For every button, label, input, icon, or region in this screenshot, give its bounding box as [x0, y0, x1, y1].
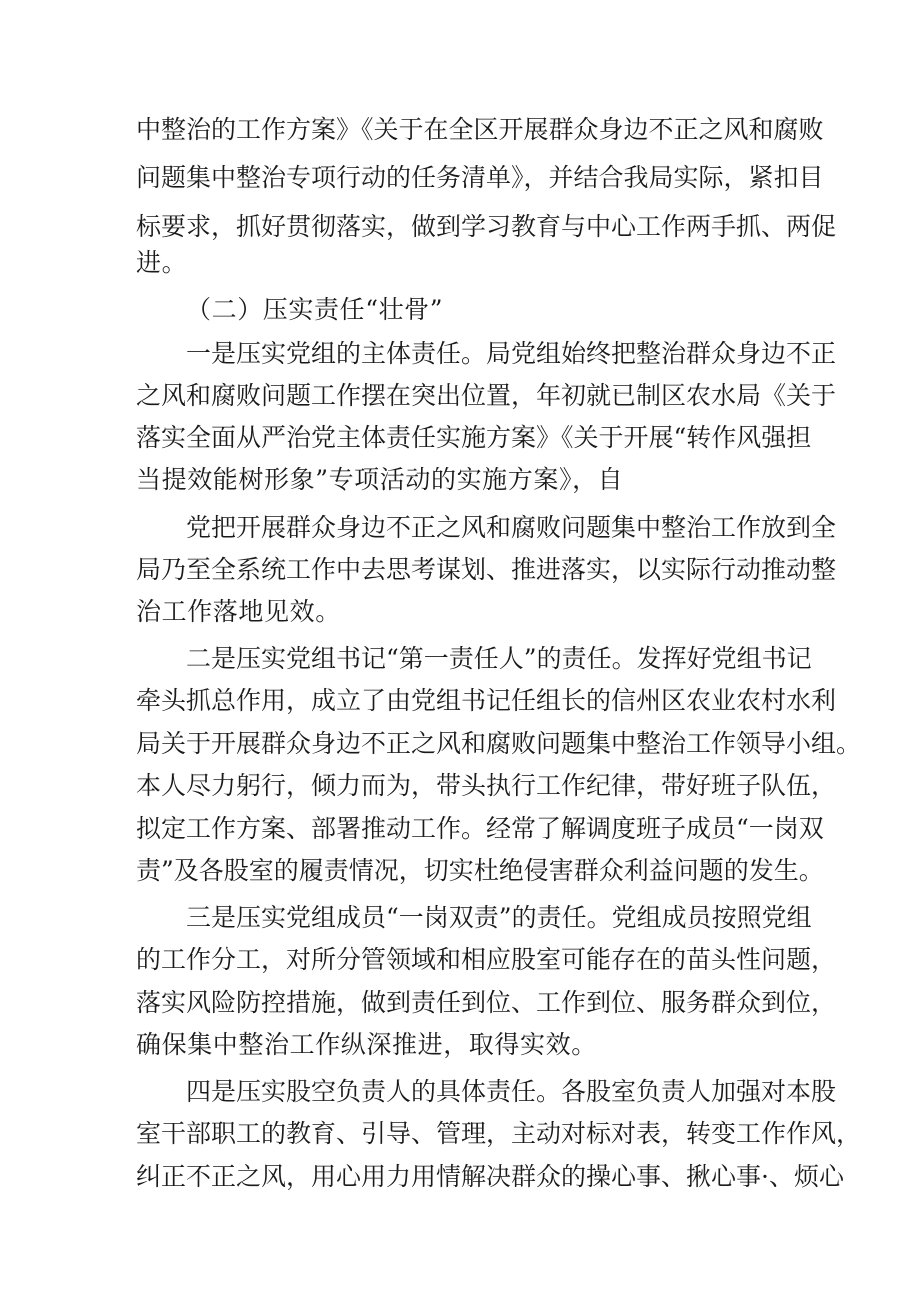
text-line: 中整治的工作方案》《关于在全区开展群众身边不正之风和腐败	[136, 115, 824, 144]
text-line: 牵头抓总作用，成立了由党组书记任组长的信州区农业农村水利	[136, 686, 837, 715]
text-line: 标要求，抓好贯彻落实，做到学习教育与中心工作两手抓、两促	[136, 212, 837, 241]
text-line: 的工作分工，对所分管领域和相应股室可能存在的苗头性问题，	[136, 945, 837, 974]
section-heading: （二）压实责任“壮骨”	[186, 295, 444, 324]
paragraph-first-line: 一是压实党组的主体责任。局党组始终把整治群众身边不正	[186, 339, 837, 368]
text-line: 责”及各股室的履责情况，切实杜绝侵害群众利益问题的发生。	[136, 856, 824, 885]
text-line: 局乃至全系统工作中去思考谋划、推进落实，以实际行动推动整	[136, 555, 837, 584]
paragraph-first-line: 四是压实股空负责人的具体责任。各股室负责人加强对本股	[186, 1077, 837, 1106]
text-line: 纠正不正之风，用心用力用情解决群众的操心事、揪心事·、烦心	[136, 1162, 844, 1191]
text-line: 治工作落地见效。	[136, 597, 341, 626]
paragraph-first-line: 二是压实党组书记“第一责任人”的责任。发挥好党组书记	[186, 644, 812, 673]
text-line: 落实全面从严治党主体责任实施方案》《关于开展“转作风强担	[136, 423, 812, 452]
text-line: 拟定工作方案、部署推动工作。经常了解调度班子成员“一岗双	[136, 814, 824, 843]
text-line: 当提效能树形象”专项活动的实施方案》，自	[136, 465, 624, 494]
text-line: 之风和腐败问题工作摆在突出位置，年初就已制区农水局《关于	[136, 381, 837, 410]
paragraph-first-line: 党把开展群众身边不正之风和腐败问题集中整治工作放到全	[186, 513, 837, 542]
text-line: 落实风险防控措施，做到责任到位、工作到位、服务群众到位，	[136, 988, 837, 1017]
text-line: 室干部职工的教育、引导、管理，主动对标对表，转变工作作风，	[136, 1119, 862, 1148]
text-line: 本人尽力躬行，倾力而为，带头执行工作纪律，带好班子队伍，	[136, 771, 837, 800]
text-line: 进。	[136, 248, 188, 277]
paragraph-first-line: 三是压实党组成员“一岗双责”的责任。党组成员按照党组	[186, 903, 812, 932]
text-line: 局关于开展群众身边不正之风和腐败问题集中整治工作领导小组。	[136, 729, 862, 758]
text-line: 确保集中整治工作纵深推进，取得实效。	[136, 1030, 597, 1059]
text-line: 问题集中整治专项行动的任务清单》，并结合我局实际，紧扣目	[136, 163, 824, 192]
